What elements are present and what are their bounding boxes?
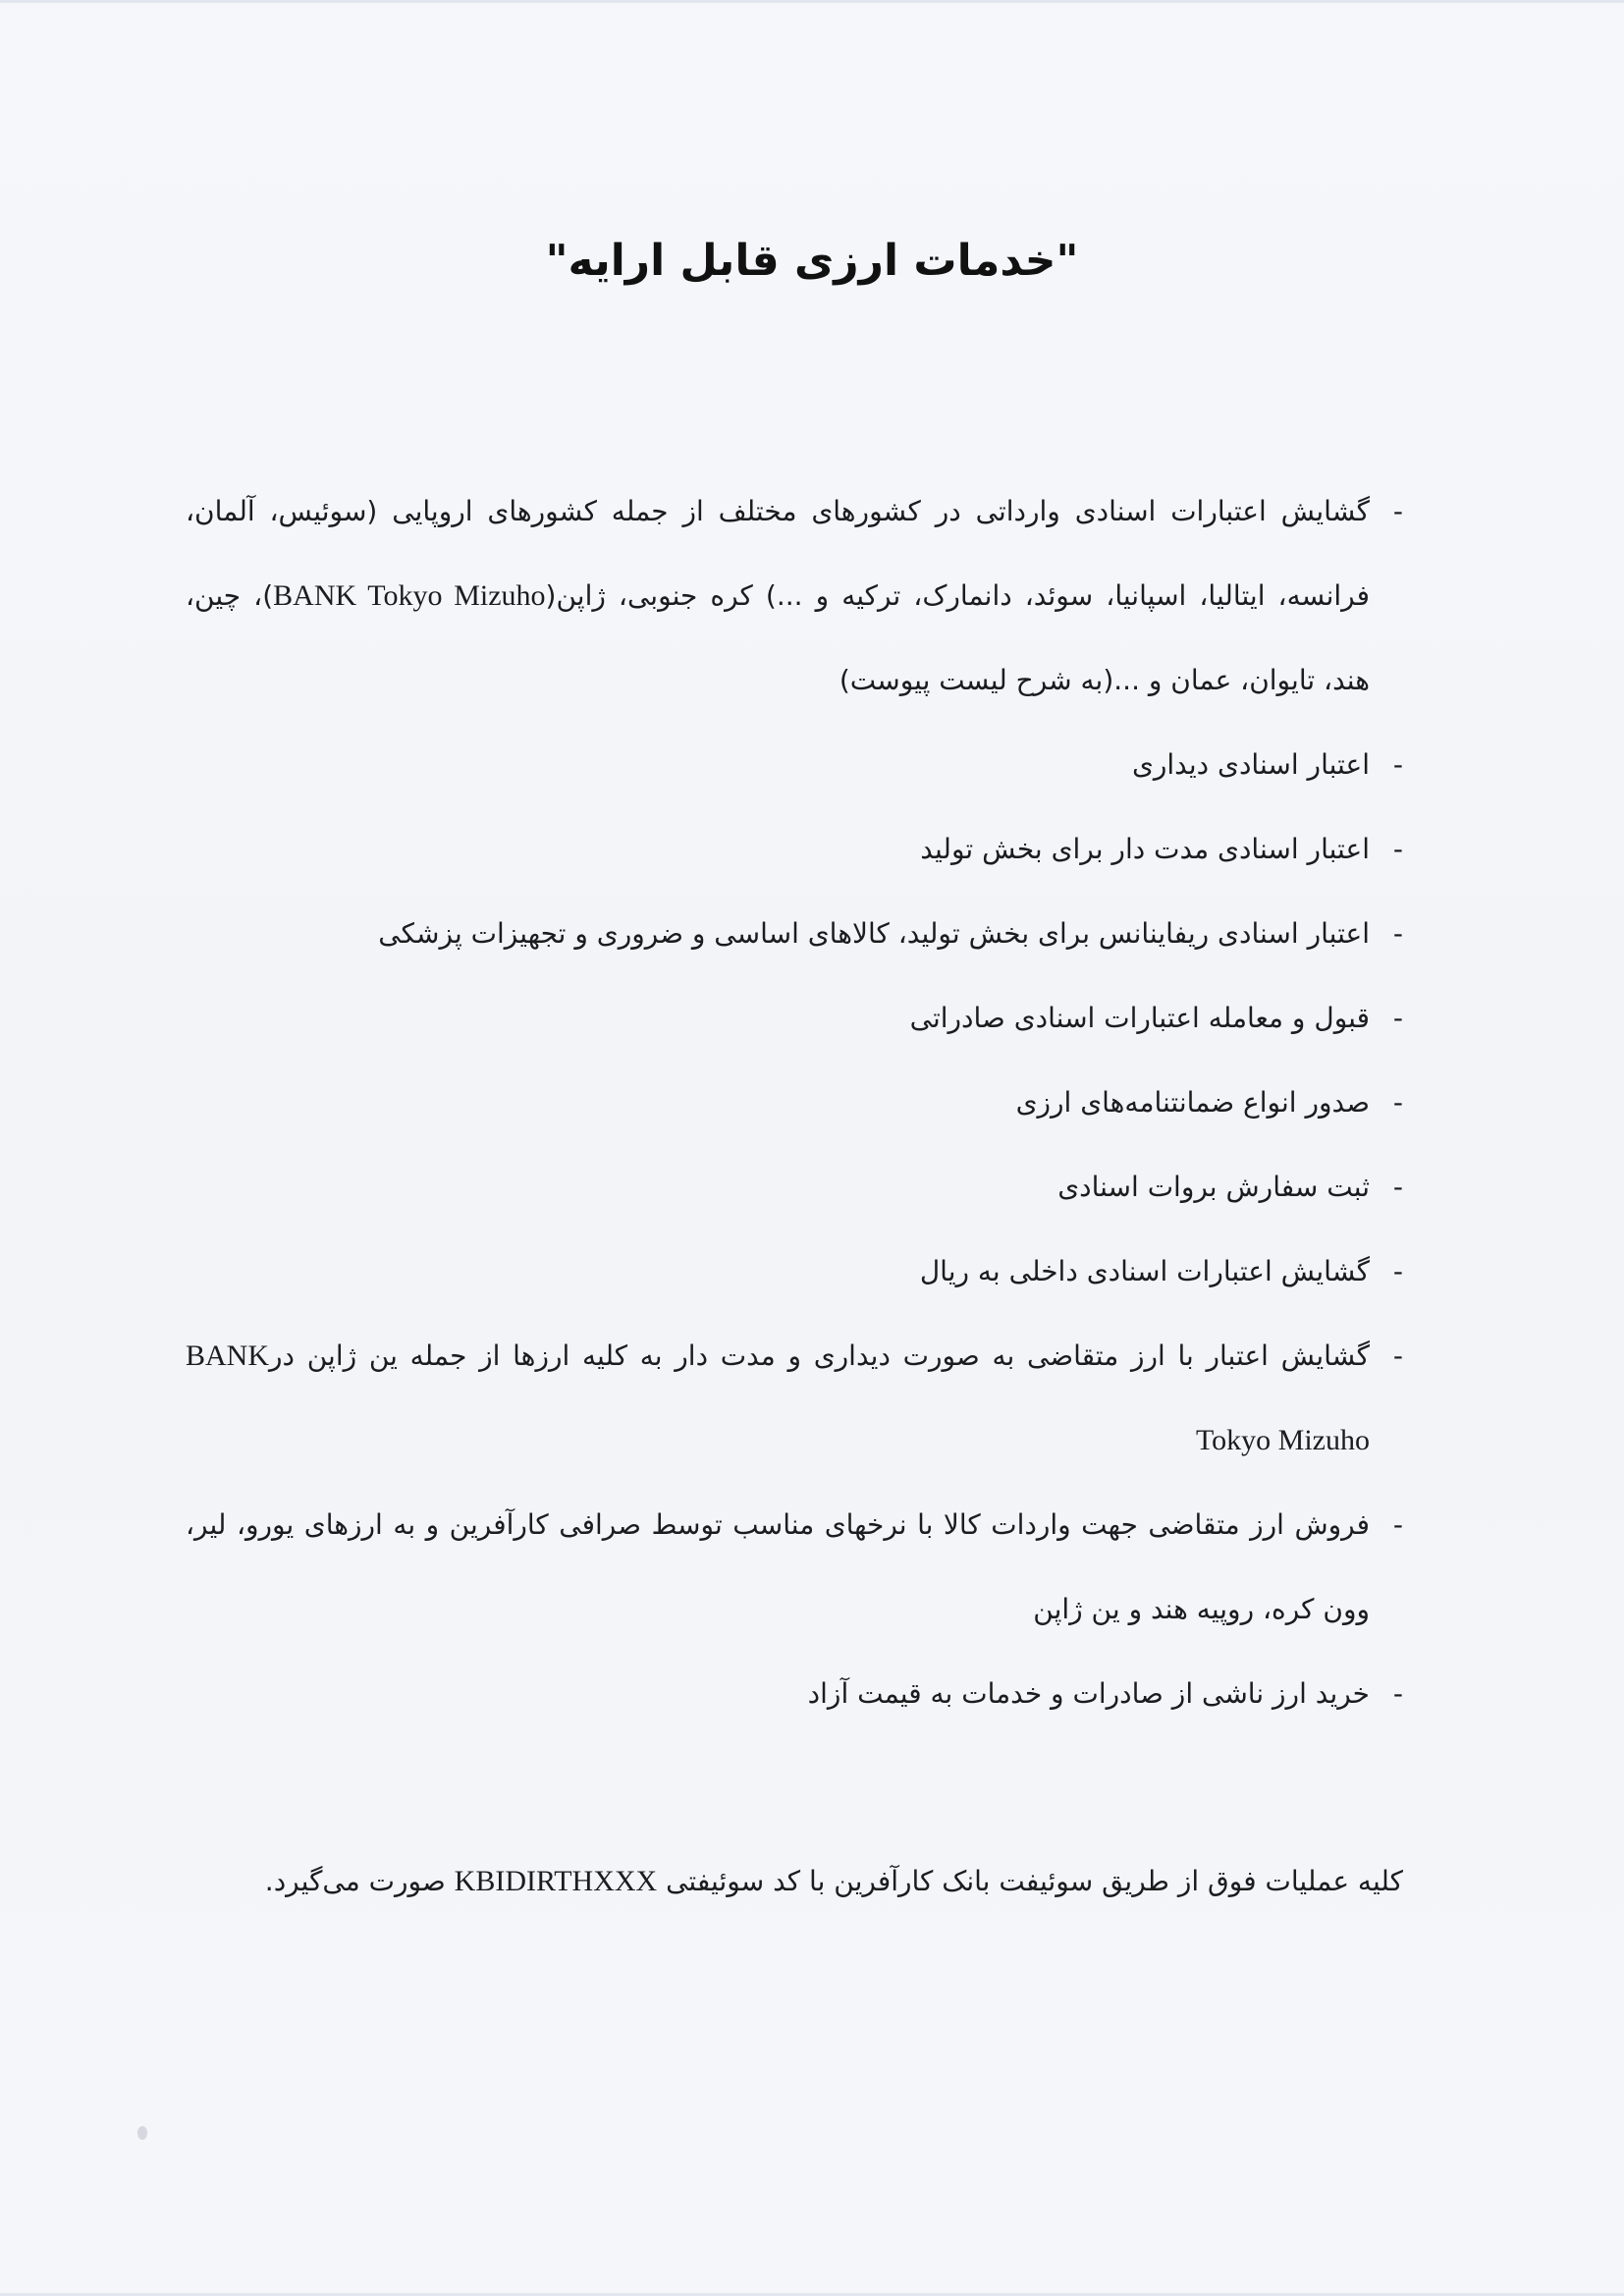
list-item-currency-sale (186, 1483, 1403, 1652)
scan-speck (137, 2126, 147, 2140)
item-text: صدور انواع ضمانتنامه‌های ارزی (1015, 1086, 1370, 1119)
list-dash: - (1392, 1255, 1403, 1287)
swift-note-text-end: صورت می‌گیرد. (264, 1865, 446, 1897)
item-text: خرید ارز ناشی از صادرات و خدمات به قیمت آزاد (807, 1677, 1370, 1710)
list-dash: - (1392, 1508, 1403, 1541)
bank-name: BANK Tokyo Mizuho (186, 1339, 1370, 1456)
item-text: ثبت سفارش بروات اسنادی (1057, 1171, 1370, 1203)
list-item-currency-purchase (186, 1652, 1403, 1736)
swift-note-text: کلیه عملیات فوق از طریق سوئیفت بانک کارآفرین با کد سوئیفتی (666, 1865, 1403, 1897)
item-text: اعتبار اسنادی مدت دار برای بخش تولید (920, 833, 1370, 865)
list-dash: - (1392, 1339, 1403, 1372)
list-dash: - (1392, 1086, 1403, 1119)
list-dash: - (1392, 917, 1403, 950)
list-dash: - (1392, 1171, 1403, 1203)
list-item-applicant-currency-lc (186, 1314, 1403, 1483)
item-text: قبول و معامله اعتبارات اسنادی صادراتی (909, 1002, 1370, 1034)
list-item-guarantees (186, 1061, 1403, 1145)
list-item-domestic-lc (186, 1230, 1403, 1314)
item-text: گشایش اعتبار با ارز متقاضی به صورت دیداری و مدت دار به کلیه ارزها از جمله ین ژاپن در (269, 1339, 1370, 1372)
swift-code: KBIDIRTHXXX (454, 1865, 658, 1897)
item-text: فروش ارز متقاضی جهت واردات کالا با نرخهای مناسب توسط صرافی کارآفرین و به ارزهای یورو، لیر، وون کره، روپیه هند و ین ژاپن (186, 1508, 1370, 1625)
list-dash: - (1392, 1002, 1403, 1034)
services-list (186, 469, 1403, 1736)
scan-top-edge (0, 0, 1624, 3)
list-item-lc-opening (186, 469, 1403, 723)
list-dash: - (1392, 1677, 1403, 1710)
list-item-sight-lc (186, 723, 1403, 807)
list-item-export-lc (186, 976, 1403, 1061)
item-text-continued: )، چین، هند، تایوان، عمان و ...(به شرح لیست پیوست) (186, 579, 1370, 696)
list-item-documentary-drafts (186, 1145, 1403, 1230)
item-text: اعتبار اسنادی دیداری (1131, 748, 1370, 781)
list-dash: - (1392, 495, 1403, 527)
list-dash: - (1392, 748, 1403, 781)
list-item-refinance-lc (186, 892, 1403, 976)
list-dash: - (1392, 833, 1403, 865)
item-text: اعتبار اسنادی ریفاینانس برای بخش تولید، کالاهای اساسی و ضروری و تجهیزات پزشکی (378, 917, 1370, 950)
bank-name: BANK Tokyo Mizuho (273, 579, 546, 612)
document-title: "خدمات ارزی قابل ارایه" (545, 236, 1079, 286)
item-text: گشایش اعتبارات اسنادی وارداتی در کشورهای مختلف از جمله کشورهای اروپایی (سوئیس، آلمان، فرانسه، ایتالیا، اسپانیا، سوئد، دانمارک، ترکیه و ...) کره جنوبی، ژاپن( (186, 495, 1370, 612)
swift-note (186, 1852, 1403, 1911)
item-text: گشایش اعتبارات اسنادی داخلی به ریال (919, 1255, 1370, 1287)
list-item-usance-lc (186, 807, 1403, 892)
